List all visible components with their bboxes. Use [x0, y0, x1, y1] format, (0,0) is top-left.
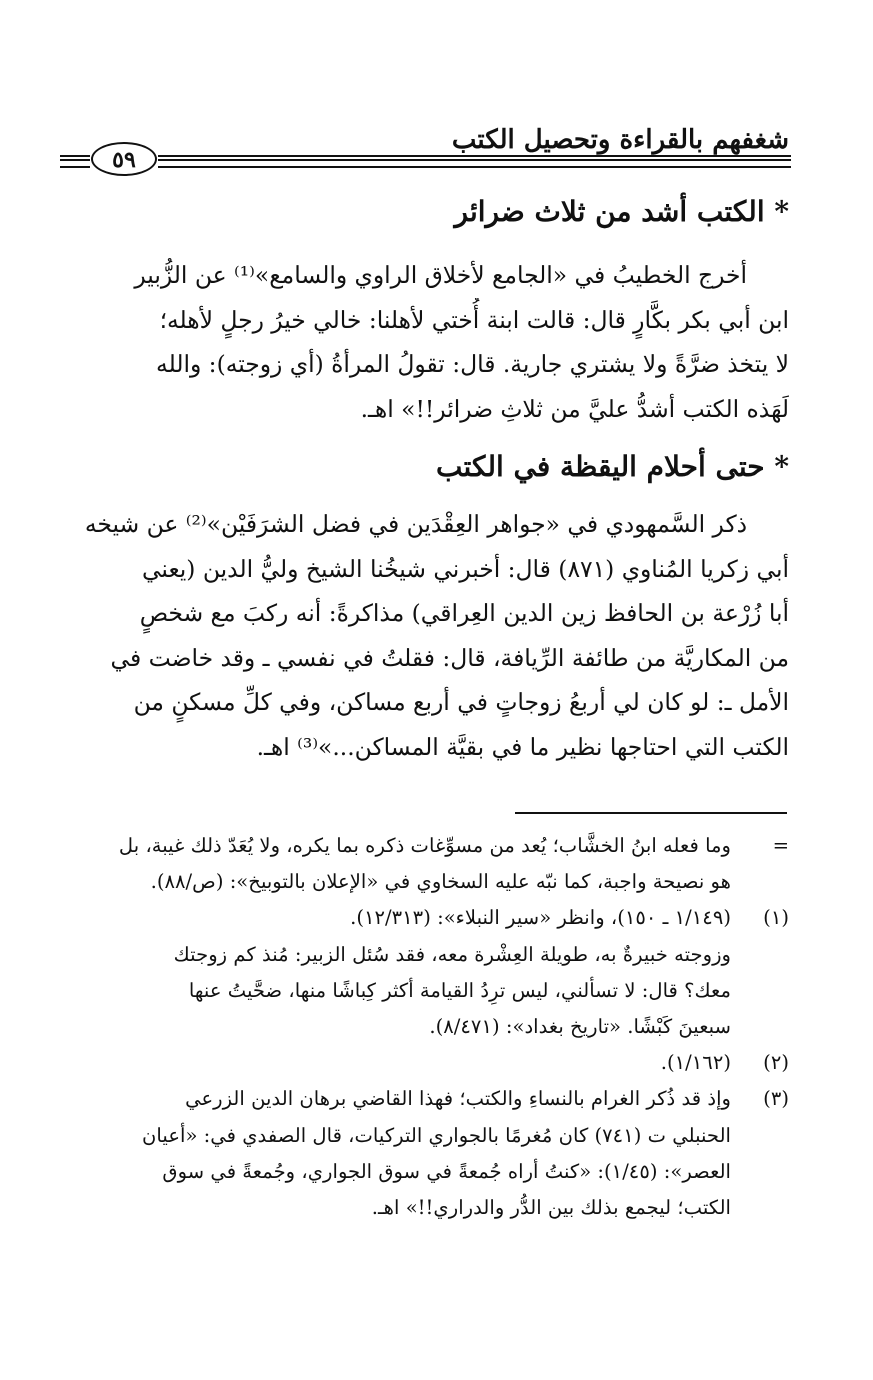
footnote-line: الكتب؛ ليجمع بذلك بين الدُّر والدراري!!» اهـ.	[371, 1196, 731, 1220]
footnote-line: العصر»: (١/٤٥): «كنتُ أراه جُمعةً في سوق الجواري، وجُمعةً في سوق	[162, 1159, 731, 1183]
footnote-line: وزوجته خبيرةٌ به، طويلة العِشْرة معه، فقد سُئل الزبير: مُنذ كم زوجتك	[173, 942, 731, 966]
footnote-marker: (٢)	[763, 1051, 789, 1075]
footnote-marker: (٣)	[763, 1087, 789, 1111]
paragraph-line: ابن أبي بكر بكَّارٍ قال: قالت ابنة أُختي لأهلنا: خالي خيرُ رجلٍ لأهله؛	[159, 305, 789, 334]
footnote-line: وإذ قد ذُكر الغرام بالنساءِ والكتب؛ فهذا القاضي برهان الدين الزرعي	[185, 1087, 731, 1111]
paragraph-line: لا يتخذ ضرَّةً ولا يشتري جارية. قال: تقولُ المرأةُ (أي زوجته): والله	[156, 350, 789, 378]
footnote-line: (١/١٤٩ ـ ١٥٠)، وانظر «سير النبلاء»: (١٢/٣١٣).	[350, 906, 731, 930]
footnote	[64, 1045, 789, 1081]
footnote-body	[64, 1045, 731, 1081]
section-paragraph	[64, 502, 789, 769]
footnote-line: وما فعله ابنُ الخشَّاب؛ يُعد من مسوِّغات ذكره بما يكره، ولا يُعَدّ ذلك غيبة، بل	[118, 834, 731, 857]
footnote-body	[64, 1081, 731, 1226]
paragraph-line: لَهَذه الكتب أشدُّ عليَّ من ثلاثِ ضرائر!!» اهـ.	[360, 394, 789, 423]
footnote-marker: (١)	[763, 906, 789, 930]
section-paragraph	[64, 253, 789, 431]
footnote	[64, 1081, 789, 1226]
footnote-line: هو نصيحة واجبة، كما نبّه عليه السخاوي في «الإعلان بالتوبيخ»: (ص/٨٨).	[150, 870, 731, 894]
paragraph-line: أبا زُرْعة بن الحافظ زين الدين العِراقي) مذاكرةً: أنه ركبَ مع شخصٍ	[139, 599, 789, 627]
footnotes	[64, 828, 789, 1226]
footnote-line: (١/١٦٢).	[660, 1051, 731, 1075]
footnote-separator	[515, 812, 787, 814]
section-heading: * حتى أحلام اليقظة في الكتب	[436, 450, 789, 483]
footnote-line: الحنبلي ت (٧٤١) كان مُغرمًا بالجواري التركيات، قال الصفدي في: «أعيان	[142, 1123, 731, 1147]
paragraph-line: أبي زكريا المُناوي (٨٧١) قال: أخبرني شيخُنا الشيخ وليُّ الدين (يعني	[141, 554, 789, 583]
footnote-body	[64, 900, 731, 1045]
footnote-line: معك؟ قال: لا تسألني، ليس ترِدُ القيامة أكثر كِباشًا منها، ضحَّيتُ عنها	[188, 978, 731, 1002]
footnote	[64, 828, 789, 900]
running-header-title: شغفهم بالقراءة وتحصيل الكتب	[451, 125, 789, 155]
footnote	[64, 900, 789, 1045]
footnote-marker: =	[772, 834, 789, 857]
page-number: ٥٩	[91, 142, 157, 176]
paragraph-line: ذكر السَّمهودي في «جواهر العِقْدَين في فضل الشرَفَيْن»⁽²⁾ عن شيخه	[84, 510, 747, 538]
footnote-line: سبعينَ كَبْشًا. «تاريخ بغداد»: (٨/٤٧١).	[429, 1015, 731, 1039]
header-rule-short	[60, 155, 90, 168]
paragraph-line: أخرج الخطيبُ في «الجامع لأخلاق الراوي والسامع»⁽¹⁾ عن الزُّبير	[134, 261, 747, 289]
paragraph-line: الأمل ـ: لو كان لي أربعُ زوجاتٍ في أربع مساكن، وفي كلِّ مسكنٍ من	[133, 688, 789, 716]
paragraph-line: من المكاريَّة من طائفة الرِّيافة، قال: فقلتُ في نفسي ـ وقد خاضت في	[110, 643, 789, 672]
section-heading: * الكتب أشد من ثلاث ضرائر	[454, 195, 789, 228]
paragraph-line: الكتب التي احتاجها نظير ما في بقيَّة المساكن...»⁽³⁾ اهـ.	[256, 732, 789, 761]
header-rule	[158, 155, 791, 168]
footnote-body	[64, 828, 731, 900]
